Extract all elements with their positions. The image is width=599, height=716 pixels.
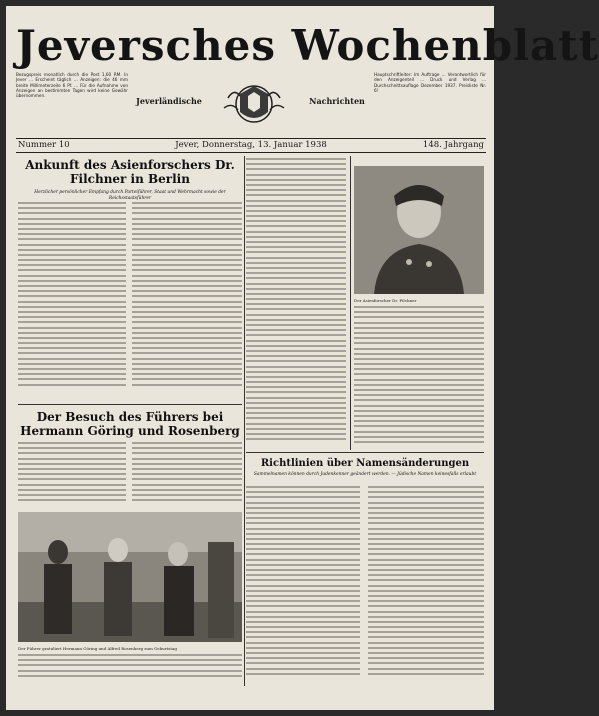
newspaper-page — [6, 6, 599, 710]
issue-date: Jever, Donnerstag, 13. Januar 1938 — [175, 140, 327, 150]
info-left-box: Bezugspreis monatlich durch die Post 1,60 RM. In Jever ... Erscheint täglich ... Anzeigen: die 46 mm breite Millimeterzeile 6 Pf. ... Für die Aufnahme von Anzeigen an bestimmten Tagen wird keine Gewähr übernommen. — [16, 72, 128, 99]
richtlinien-subhead: Sammelnamen können durch Judenkenner geändert werden. — Jüdische Namen keinesfalls erlaubt — [253, 472, 477, 477]
column-divider — [244, 156, 245, 686]
section-divider — [246, 452, 484, 453]
masthead-subrow — [16, 72, 486, 134]
text-lines — [18, 442, 126, 501]
filchner-subhead: Herzlicher persönlicher Empfang durch Parteiführer, Staat und Wehrmacht sowie der Reichsstaatsführer — [34, 190, 226, 201]
section-divider — [18, 404, 242, 405]
photo-image-icon — [18, 512, 242, 642]
text-lines — [246, 158, 346, 440]
issue-year: 148. Jahrgang — [422, 140, 484, 150]
masthead-title: Jeversches Wochenblatt — [16, 21, 599, 70]
filchner-column-2 — [132, 202, 242, 400]
text-lines — [132, 442, 242, 501]
issue-number: Nummer 10 — [18, 140, 70, 150]
visit-headline: Der Besuch des Führers bei Hermann Göring und Rosenberg — [20, 410, 240, 438]
visit-column-2 — [132, 442, 242, 508]
richtlinien-column-1 — [246, 486, 360, 684]
coat-of-arms-icon — [218, 78, 290, 126]
text-lines — [18, 202, 126, 386]
text-lines — [18, 654, 242, 677]
photo-bottom-caption-text — [18, 654, 242, 684]
richtlinien-column-2 — [368, 486, 484, 684]
photo-bottom-caption: Der Führer gratuliert Hermann Göring und Alfred Rosenberg zum Geburtstag — [18, 646, 177, 651]
info-right-box: Hauptschriftleiter: Im Auftrage ... Verantwortlich für den Anzeigenteil ... Druck und Verlag ... Durchschnittsauflage Dezember 1937. Preisliste Nr. 6! — [374, 72, 486, 93]
portrait-image-icon — [354, 166, 484, 294]
subtitle-right: Nachrichten — [309, 96, 365, 106]
right-column-text — [354, 306, 484, 448]
filchner-headline: Ankunft des Asienforschers Dr. Filchner in Berlin — [25, 158, 235, 186]
photo-goering-rosenberg — [18, 512, 242, 642]
photo-filchner-portrait — [354, 166, 484, 294]
text-lines — [132, 202, 242, 386]
text-lines — [246, 486, 360, 675]
text-lines — [354, 306, 484, 443]
richtlinien-headline: Richtlinien über Namensänderungen — [260, 458, 470, 469]
photo-top-caption: Der Asienforscher Dr. Filchner — [354, 298, 417, 303]
subtitle-left: Jeverländische — [136, 96, 202, 106]
issue-bar — [16, 138, 486, 153]
column-divider — [350, 156, 351, 450]
visit-column-1 — [18, 442, 126, 508]
text-lines — [368, 486, 484, 675]
filchner-column-1 — [18, 202, 126, 400]
middle-column-text — [246, 158, 346, 448]
